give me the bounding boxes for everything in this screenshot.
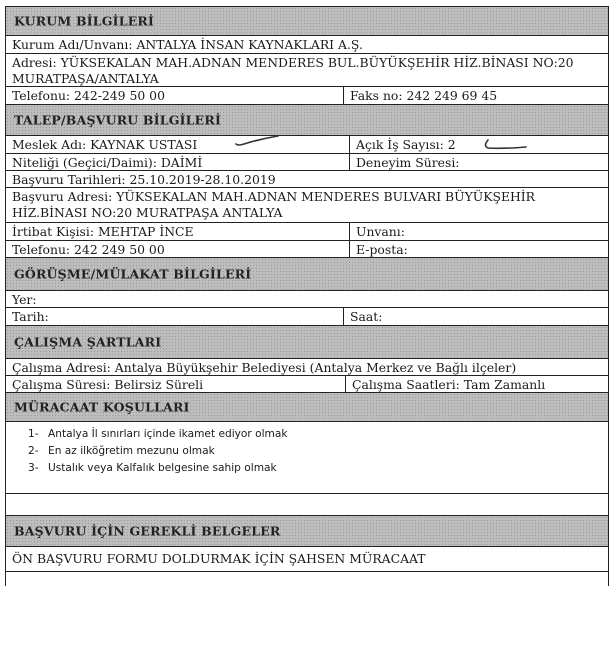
section-title: TALEP/BAŞVURU BİLGİLERİ [14, 112, 222, 128]
section-header-belgeler [5, 516, 609, 547]
row-muracaat-list [5, 422, 609, 494]
kurum-telefon: Telefonu: 242-249 50 00 [12, 88, 165, 103]
list-item: 1- Antalya İl sınırları içinde ikamet ediyor olmak [28, 428, 288, 440]
kurum-adres-line2: MURATPAŞA/ANTALYA [12, 71, 159, 86]
row-irtibat [5, 223, 609, 241]
row-basvuru-tarihleri [5, 171, 609, 188]
section-header-kurum [5, 6, 609, 36]
row-calisma-suresi [5, 376, 609, 393]
row-calisma-adresi [5, 359, 609, 376]
row-belgeler-blank [5, 572, 609, 586]
handwritten-check-mark [482, 138, 530, 152]
row-kurum-telefon [5, 87, 609, 105]
kurum-adi: Kurum Adı/Unvanı: ANTALYA İNSAN KAYNAKLARI A.Ş. [12, 37, 363, 52]
calisma-adresi: Çalışma Adresi: Antalya Büyükşehir Belediyesi (Antalya Merkez ve Bağlı ilçeler) [12, 360, 517, 375]
basvuru-adresi-line1: Başvuru Adresi: YÜKSEKALAN MAH.ADNAN MENDERES BULVARI BÜYÜKŞEHİR [12, 189, 536, 204]
belgeler-text: ÖN BAŞVURU FORMU DOLDURMAK İÇİN ŞAHSEN MÜRACAAT [12, 551, 426, 566]
list-item: 3- Ustalık veya Kalfalık belgesine sahip olmak [28, 462, 277, 474]
acik-is-sayisi: Açık İş Sayısı: 2 [356, 137, 456, 152]
calisma-saatleri: Çalışma Saatleri: Tam Zamanlı [352, 377, 546, 392]
muracaat-conditions-list [28, 426, 288, 477]
section-header-calisma [5, 326, 609, 359]
unvani: Unvanı: [356, 224, 405, 239]
row-talep-telefon [5, 241, 609, 258]
kurum-faks: Faks no: 242 249 69 45 [350, 88, 498, 103]
irtibat-kisisi: İrtibat Kişisi: MEHTAP İNCE [12, 224, 194, 239]
basvuru-adresi-line2: HİZ.BİNASI NO:20 MURATPAŞA ANTALYA [12, 205, 283, 220]
row-meslek [5, 136, 609, 154]
row-belgeler-text [5, 547, 609, 572]
row-kurum-adi [5, 36, 609, 54]
tarih: Tarih: [12, 309, 49, 324]
calisma-suresi: Çalışma Süresi: Belirsiz Süreli [12, 377, 204, 392]
saat: Saat: [350, 309, 383, 324]
handwritten-check-mark [234, 132, 282, 148]
section-title: BAŞVURU İÇİN GEREKLİ BELGELER [14, 523, 281, 539]
section-header-muracaat [5, 393, 609, 422]
row-niteligi [5, 154, 609, 171]
e-posta: E-posta: [356, 242, 408, 257]
basvuru-tarihleri: Başvuru Tarihleri: 25.10.2019-28.10.2019 [12, 172, 276, 187]
niteligi: Niteliği (Geçici/Daimi): DAİMİ [12, 155, 203, 170]
meslek-adi: Meslek Adı: KAYNAK USTASI [12, 137, 198, 152]
section-header-gorusme [5, 258, 609, 291]
kurum-adres-line1: Adresi: YÜKSEKALAN MAH.ADNAN MENDERES BUL.BÜYÜKŞEHİR HİZ.BİNASI NO:20 [12, 55, 574, 70]
section-title: GÖRÜŞME/MÜLAKAT BİLGİLERİ [14, 266, 252, 282]
section-title: MÜRACAAT KOŞULLARI [14, 399, 190, 415]
row-kurum-adres [5, 54, 609, 87]
yer: Yer: [12, 292, 37, 307]
list-item: 2- En az ilköğretim mezunu olmak [28, 445, 215, 457]
job-posting-form [5, 6, 609, 586]
section-title: ÇALIŞMA ŞARTLARI [14, 334, 162, 350]
row-muracaat-blank [5, 494, 609, 516]
section-header-talep [5, 105, 609, 136]
row-yer [5, 291, 609, 308]
talep-telefon: Telefonu: 242 249 50 00 [12, 242, 165, 257]
deneyim-suresi: Deneyim Süresi: [356, 155, 460, 170]
row-basvuru-adresi [5, 188, 609, 223]
row-tarih-saat [5, 308, 609, 326]
section-title: KURUM BİLGİLERİ [14, 13, 155, 29]
